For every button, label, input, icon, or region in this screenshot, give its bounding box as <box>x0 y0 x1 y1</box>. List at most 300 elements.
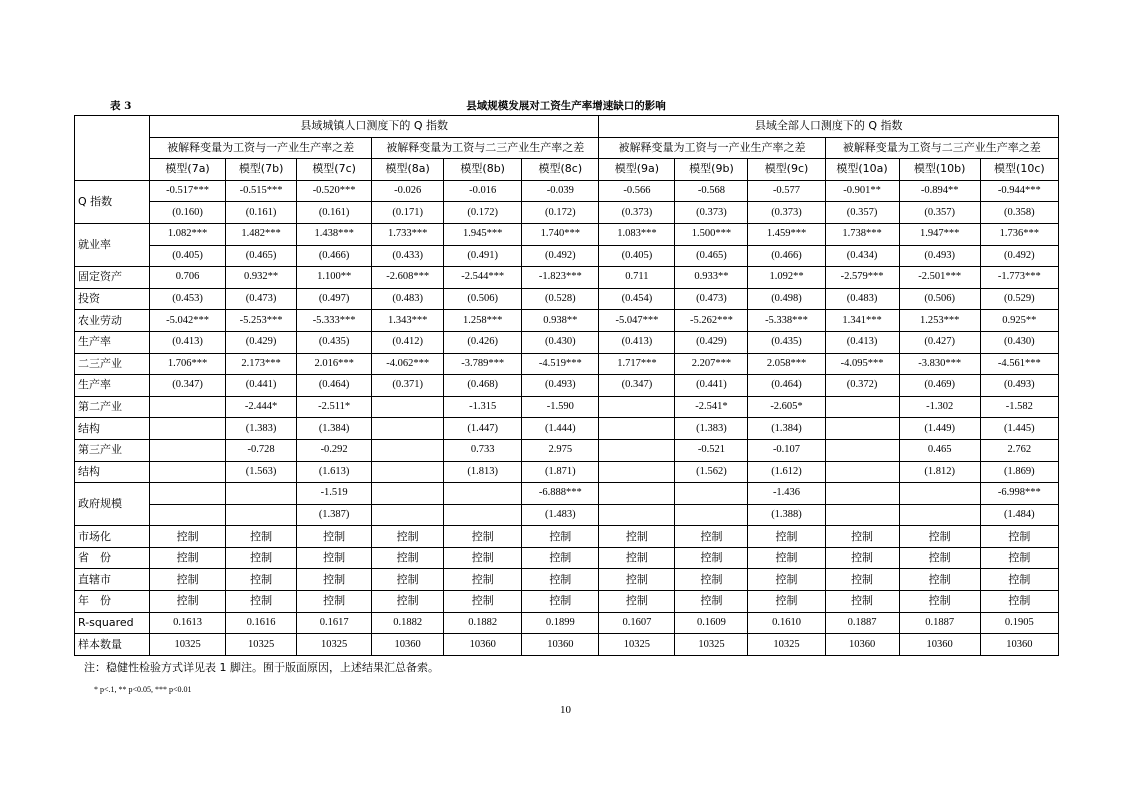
control-cell: 控制 <box>825 591 899 613</box>
stat-cell: 10360 <box>372 634 444 656</box>
se-cell <box>150 418 226 440</box>
se-cell: (0.493) <box>980 375 1058 397</box>
control-row <box>75 591 1059 613</box>
model-header: 模型(7c) <box>297 159 372 181</box>
coef-cell <box>444 483 522 505</box>
control-cell: 控制 <box>226 569 297 591</box>
stat-cell: 0.1899 <box>522 612 599 634</box>
coef-cell: 1.459*** <box>748 223 825 245</box>
se-cell: (0.441) <box>675 375 748 397</box>
coef-cell <box>150 483 226 505</box>
se-cell: (0.466) <box>748 245 825 267</box>
model-header: 模型(9c) <box>748 159 825 181</box>
coef-cell: -4.519*** <box>522 353 599 375</box>
control-cell: 控制 <box>522 547 599 569</box>
coef-cell: -1.582 <box>980 396 1058 418</box>
coef-cell: -3.789*** <box>444 353 522 375</box>
coef-cell: -1.519 <box>297 483 372 505</box>
variable-label: 固定资产 <box>75 267 150 289</box>
se-cell: (0.498) <box>748 288 825 310</box>
control-label: 直辖市 <box>75 569 150 591</box>
se-row <box>75 202 1059 224</box>
coef-cell: -5.047*** <box>599 310 675 332</box>
control-cell: 控制 <box>599 591 675 613</box>
coef-cell: -0.894** <box>899 180 980 202</box>
regression-table <box>74 115 1059 656</box>
se-cell <box>599 504 675 526</box>
control-cell: 控制 <box>297 569 372 591</box>
se-cell: (0.429) <box>226 331 297 353</box>
stat-cell: 0.1613 <box>150 612 226 634</box>
coef-cell <box>599 483 675 505</box>
se-cell: (1.384) <box>297 418 372 440</box>
se-cell: (0.357) <box>825 202 899 224</box>
coef-cell: 1.253*** <box>899 310 980 332</box>
coef-cell <box>150 396 226 418</box>
stat-cell: 10325 <box>297 634 372 656</box>
coef-cell: 1.706*** <box>150 353 226 375</box>
coef-cell: -5.042*** <box>150 310 226 332</box>
se-cell: (0.160) <box>150 202 226 224</box>
coef-cell: -2.608*** <box>372 267 444 289</box>
control-cell: 控制 <box>748 591 825 613</box>
coef-cell: 1.945*** <box>444 223 522 245</box>
se-cell: (0.469) <box>899 375 980 397</box>
coef-cell: 0.925** <box>980 310 1058 332</box>
model-header: 模型(10c) <box>980 159 1058 181</box>
se-cell: (1.613) <box>297 461 372 483</box>
se-cell: (0.161) <box>297 202 372 224</box>
se-cell: (0.492) <box>980 245 1058 267</box>
coef-cell: -0.566 <box>599 180 675 202</box>
se-cell: (0.468) <box>444 375 522 397</box>
group-header-row <box>75 116 1059 138</box>
coef-cell: -6.998*** <box>980 483 1058 505</box>
se-cell: (0.465) <box>226 245 297 267</box>
se-cell: (0.358) <box>980 202 1058 224</box>
control-cell: 控制 <box>297 591 372 613</box>
stat-cell: 0.1617 <box>297 612 372 634</box>
variable-label: 就业率 <box>75 223 150 266</box>
stat-cell: 10360 <box>522 634 599 656</box>
stat-cell: 10360 <box>444 634 522 656</box>
coef-cell: 2.207*** <box>675 353 748 375</box>
control-cell: 控制 <box>444 526 522 548</box>
coef-cell: -0.568 <box>675 180 748 202</box>
se-cell: (1.813) <box>444 461 522 483</box>
group-header: 县域城镇人口测度下的 Q 指数 <box>150 116 599 138</box>
control-cell: 控制 <box>980 591 1058 613</box>
control-cell: 控制 <box>825 569 899 591</box>
stat-cell: 0.1882 <box>444 612 522 634</box>
coef-cell: 1.500*** <box>675 223 748 245</box>
coef-cell: 0.733 <box>444 439 522 461</box>
se-cell <box>599 418 675 440</box>
control-cell: 控制 <box>444 591 522 613</box>
se-cell: (0.529) <box>980 288 1058 310</box>
se-cell: (0.435) <box>297 331 372 353</box>
coef-cell: -3.830*** <box>899 353 980 375</box>
se-cell: (0.172) <box>522 202 599 224</box>
coef-cell: -0.520*** <box>297 180 372 202</box>
se-cell: (0.434) <box>825 245 899 267</box>
variable-label-cont: 结构 <box>75 461 150 483</box>
se-row <box>75 288 1059 310</box>
model-header-row <box>75 159 1059 181</box>
coef-row <box>75 180 1059 202</box>
coef-cell: 0.711 <box>599 267 675 289</box>
control-cell: 控制 <box>980 526 1058 548</box>
coef-row <box>75 223 1059 245</box>
se-cell <box>372 504 444 526</box>
coef-cell: -1.590 <box>522 396 599 418</box>
se-cell: (1.562) <box>675 461 748 483</box>
se-cell <box>825 418 899 440</box>
control-cell: 控制 <box>150 591 226 613</box>
se-cell: (0.405) <box>599 245 675 267</box>
control-cell: 控制 <box>150 569 226 591</box>
coef-cell: 1.341*** <box>825 310 899 332</box>
coef-cell: -5.338*** <box>748 310 825 332</box>
model-header: 模型(8b) <box>444 159 522 181</box>
control-cell: 控制 <box>372 547 444 569</box>
coef-cell: 1.738*** <box>825 223 899 245</box>
stat-cell: 10360 <box>825 634 899 656</box>
coef-cell: 1.343*** <box>372 310 444 332</box>
stat-cell: 0.1616 <box>226 612 297 634</box>
se-cell <box>599 461 675 483</box>
coef-cell <box>226 483 297 505</box>
coef-cell: 1.083*** <box>599 223 675 245</box>
control-cell: 控制 <box>226 547 297 569</box>
control-cell: 控制 <box>825 547 899 569</box>
model-header: 模型(9b) <box>675 159 748 181</box>
variable-label: 第二产业 <box>75 396 150 418</box>
stat-cell: 0.1905 <box>980 612 1058 634</box>
coef-cell: 1.438*** <box>297 223 372 245</box>
coef-cell <box>599 396 675 418</box>
coef-cell: -0.944*** <box>980 180 1058 202</box>
se-row <box>75 331 1059 353</box>
coef-cell: -5.253*** <box>226 310 297 332</box>
coef-cell: -4.062*** <box>372 353 444 375</box>
se-cell <box>899 504 980 526</box>
control-cell: 控制 <box>899 591 980 613</box>
se-cell: (0.172) <box>444 202 522 224</box>
coef-row <box>75 483 1059 505</box>
control-cell: 控制 <box>748 526 825 548</box>
coef-cell: -0.521 <box>675 439 748 461</box>
coef-cell: -4.095*** <box>825 353 899 375</box>
coef-cell: -1.823*** <box>522 267 599 289</box>
se-cell: (0.464) <box>297 375 372 397</box>
se-cell: (0.433) <box>372 245 444 267</box>
coef-cell: -0.901** <box>825 180 899 202</box>
se-cell: (1.445) <box>980 418 1058 440</box>
control-row <box>75 569 1059 591</box>
control-cell: 控制 <box>226 591 297 613</box>
coef-cell: -1.773*** <box>980 267 1058 289</box>
stat-cell: 10325 <box>599 634 675 656</box>
coef-cell: 1.947*** <box>899 223 980 245</box>
se-cell: (0.491) <box>444 245 522 267</box>
control-cell: 控制 <box>748 547 825 569</box>
control-cell: 控制 <box>899 547 980 569</box>
coef-cell: 1.100** <box>297 267 372 289</box>
se-cell: (0.171) <box>372 202 444 224</box>
sub-header: 被解释变量为工资与一产业生产率之差 <box>599 137 825 159</box>
se-cell <box>372 461 444 483</box>
se-cell: (0.473) <box>226 288 297 310</box>
se-cell: (0.413) <box>599 331 675 353</box>
control-cell: 控制 <box>980 547 1058 569</box>
model-header: 模型(9a) <box>599 159 675 181</box>
stat-cell: 0.1887 <box>899 612 980 634</box>
stat-cell: 0.1610 <box>748 612 825 634</box>
coef-cell: 1.482*** <box>226 223 297 245</box>
control-cell: 控制 <box>522 526 599 548</box>
se-cell: (0.493) <box>522 375 599 397</box>
coef-cell: -0.517*** <box>150 180 226 202</box>
variable-label: 农业劳动 <box>75 310 150 332</box>
coef-cell: -1.302 <box>899 396 980 418</box>
se-cell: (0.429) <box>675 331 748 353</box>
stat-cell: 0.1609 <box>675 612 748 634</box>
coef-cell: 2.762 <box>980 439 1058 461</box>
coef-cell <box>899 483 980 505</box>
coef-row <box>75 267 1059 289</box>
se-cell <box>444 504 522 526</box>
coef-cell: 1.733*** <box>372 223 444 245</box>
control-row <box>75 526 1059 548</box>
coef-cell: -0.577 <box>748 180 825 202</box>
stat-cell: 10360 <box>980 634 1058 656</box>
control-cell: 控制 <box>899 569 980 591</box>
se-cell <box>150 504 226 526</box>
se-cell: (0.373) <box>675 202 748 224</box>
se-cell: (0.506) <box>899 288 980 310</box>
stat-label: R-squared <box>75 612 150 634</box>
se-cell: (0.372) <box>825 375 899 397</box>
stat-cell: 10325 <box>226 634 297 656</box>
se-cell: (0.506) <box>444 288 522 310</box>
control-cell: 控制 <box>297 547 372 569</box>
se-cell: (0.441) <box>226 375 297 397</box>
se-cell: (1.484) <box>980 504 1058 526</box>
model-header: 模型(7a) <box>150 159 226 181</box>
se-cell: (0.413) <box>825 331 899 353</box>
control-cell: 控制 <box>675 569 748 591</box>
sub-header: 被解释变量为工资与一产业生产率之差 <box>150 137 372 159</box>
coef-cell: -5.262*** <box>675 310 748 332</box>
control-cell: 控制 <box>226 526 297 548</box>
se-cell <box>675 504 748 526</box>
coef-cell <box>825 396 899 418</box>
se-cell: (0.413) <box>150 331 226 353</box>
stat-cell: 10325 <box>150 634 226 656</box>
control-cell: 控制 <box>522 591 599 613</box>
se-cell <box>150 461 226 483</box>
coef-cell <box>372 483 444 505</box>
control-cell: 控制 <box>444 547 522 569</box>
table-body <box>75 116 1059 656</box>
sub-header-row <box>75 137 1059 159</box>
table-caption <box>74 98 1058 112</box>
coef-cell: -2.544*** <box>444 267 522 289</box>
variable-label-cont: 生产率 <box>75 331 150 353</box>
se-cell: (0.528) <box>522 288 599 310</box>
control-cell: 控制 <box>825 526 899 548</box>
coef-cell: -0.016 <box>444 180 522 202</box>
se-row <box>75 504 1059 526</box>
coef-cell: -0.039 <box>522 180 599 202</box>
se-cell: (0.453) <box>150 288 226 310</box>
coef-cell: -0.107 <box>748 439 825 461</box>
stat-cell: 0.1607 <box>599 612 675 634</box>
se-cell: (1.612) <box>748 461 825 483</box>
model-header: 模型(8c) <box>522 159 599 181</box>
coef-cell: 2.173*** <box>226 353 297 375</box>
control-cell: 控制 <box>980 569 1058 591</box>
coef-cell: -2.511* <box>297 396 372 418</box>
variable-label: 第三产业 <box>75 439 150 461</box>
se-cell: (1.871) <box>522 461 599 483</box>
se-cell: (1.869) <box>980 461 1058 483</box>
se-cell: (1.483) <box>522 504 599 526</box>
model-header: 模型(10b) <box>899 159 980 181</box>
coef-cell <box>372 439 444 461</box>
se-cell: (0.464) <box>748 375 825 397</box>
coef-row <box>75 439 1059 461</box>
se-cell: (0.435) <box>748 331 825 353</box>
stat-cell: 10325 <box>675 634 748 656</box>
se-cell: (0.483) <box>372 288 444 310</box>
significance-legend: * p<.1, ** p<0.05, *** p<0.01 <box>94 685 192 694</box>
coef-cell: 0.465 <box>899 439 980 461</box>
control-cell: 控制 <box>748 569 825 591</box>
coef-cell: -0.026 <box>372 180 444 202</box>
se-cell <box>226 504 297 526</box>
control-cell: 控制 <box>150 526 226 548</box>
coef-cell: -2.605* <box>748 396 825 418</box>
coef-cell: 0.938** <box>522 310 599 332</box>
se-cell: (0.371) <box>372 375 444 397</box>
sub-header: 被解释变量为工资与二三产业生产率之差 <box>372 137 599 159</box>
sample-size-row <box>75 634 1059 656</box>
stat-label: 样本数量 <box>75 634 150 656</box>
se-cell: (0.357) <box>899 202 980 224</box>
coef-cell <box>675 483 748 505</box>
se-cell: (1.449) <box>899 418 980 440</box>
coef-cell: -0.292 <box>297 439 372 461</box>
model-header: 模型(7b) <box>226 159 297 181</box>
coef-cell: 1.717*** <box>599 353 675 375</box>
model-header: 模型(10a) <box>825 159 899 181</box>
se-cell: (0.497) <box>297 288 372 310</box>
se-cell: (0.430) <box>522 331 599 353</box>
se-cell: (1.812) <box>899 461 980 483</box>
control-cell: 控制 <box>675 591 748 613</box>
variable-label-cont: 投资 <box>75 288 150 310</box>
control-cell: 控制 <box>372 526 444 548</box>
se-cell: (0.347) <box>599 375 675 397</box>
coef-cell: -1.315 <box>444 396 522 418</box>
coef-row <box>75 310 1059 332</box>
control-cell: 控制 <box>599 526 675 548</box>
variable-label: Q 指数 <box>75 180 150 223</box>
control-label: 年 份 <box>75 591 150 613</box>
coef-cell: -2.501*** <box>899 267 980 289</box>
se-cell <box>825 461 899 483</box>
control-cell: 控制 <box>150 547 226 569</box>
variable-label: 政府规模 <box>75 483 150 526</box>
control-label: 市场化 <box>75 526 150 548</box>
variable-label-cont: 结构 <box>75 418 150 440</box>
r-squared-row <box>75 612 1059 634</box>
group-header: 县域全部人口测度下的 Q 指数 <box>599 116 1059 138</box>
se-cell: (0.473) <box>675 288 748 310</box>
coef-cell: -2.444* <box>226 396 297 418</box>
control-cell: 控制 <box>522 569 599 591</box>
se-cell: (0.426) <box>444 331 522 353</box>
se-cell: (0.493) <box>899 245 980 267</box>
se-cell: (1.383) <box>675 418 748 440</box>
coef-cell: -2.541* <box>675 396 748 418</box>
table-note: 注：稳健性检验方式详见表 1 脚注。囿于版面原因，上述结果汇总备索。 <box>84 661 439 674</box>
page-number: 10 <box>560 704 571 716</box>
se-cell: (1.444) <box>522 418 599 440</box>
variable-label: 二三产业 <box>75 353 150 375</box>
coef-cell: -2.579*** <box>825 267 899 289</box>
se-cell: (0.412) <box>372 331 444 353</box>
control-cell: 控制 <box>372 591 444 613</box>
coef-cell: 1.740*** <box>522 223 599 245</box>
se-cell: (0.405) <box>150 245 226 267</box>
se-cell: (1.563) <box>226 461 297 483</box>
control-cell: 控制 <box>372 569 444 591</box>
se-cell: (0.427) <box>899 331 980 353</box>
se-cell: (1.383) <box>226 418 297 440</box>
se-cell: (0.465) <box>675 245 748 267</box>
sub-header: 被解释变量为工资与二三产业生产率之差 <box>825 137 1058 159</box>
coef-cell: 2.975 <box>522 439 599 461</box>
coef-cell: 2.016*** <box>297 353 372 375</box>
coef-cell: -5.333*** <box>297 310 372 332</box>
coef-cell: 0.932** <box>226 267 297 289</box>
se-cell: (0.347) <box>150 375 226 397</box>
coef-cell: 0.706 <box>150 267 226 289</box>
se-row <box>75 418 1059 440</box>
coef-cell: -4.561*** <box>980 353 1058 375</box>
control-cell: 控制 <box>675 526 748 548</box>
stat-cell: 0.1882 <box>372 612 444 634</box>
se-cell: (0.454) <box>599 288 675 310</box>
coef-cell <box>825 439 899 461</box>
se-cell: (0.161) <box>226 202 297 224</box>
coef-cell <box>150 439 226 461</box>
coef-cell <box>825 483 899 505</box>
se-cell <box>372 418 444 440</box>
coef-cell: 1.258*** <box>444 310 522 332</box>
se-cell: (1.384) <box>748 418 825 440</box>
control-cell: 控制 <box>444 569 522 591</box>
control-label: 省 份 <box>75 547 150 569</box>
corner-cell <box>75 116 150 181</box>
se-cell: (1.388) <box>748 504 825 526</box>
se-cell: (0.483) <box>825 288 899 310</box>
stat-cell: 10360 <box>899 634 980 656</box>
control-row <box>75 547 1059 569</box>
